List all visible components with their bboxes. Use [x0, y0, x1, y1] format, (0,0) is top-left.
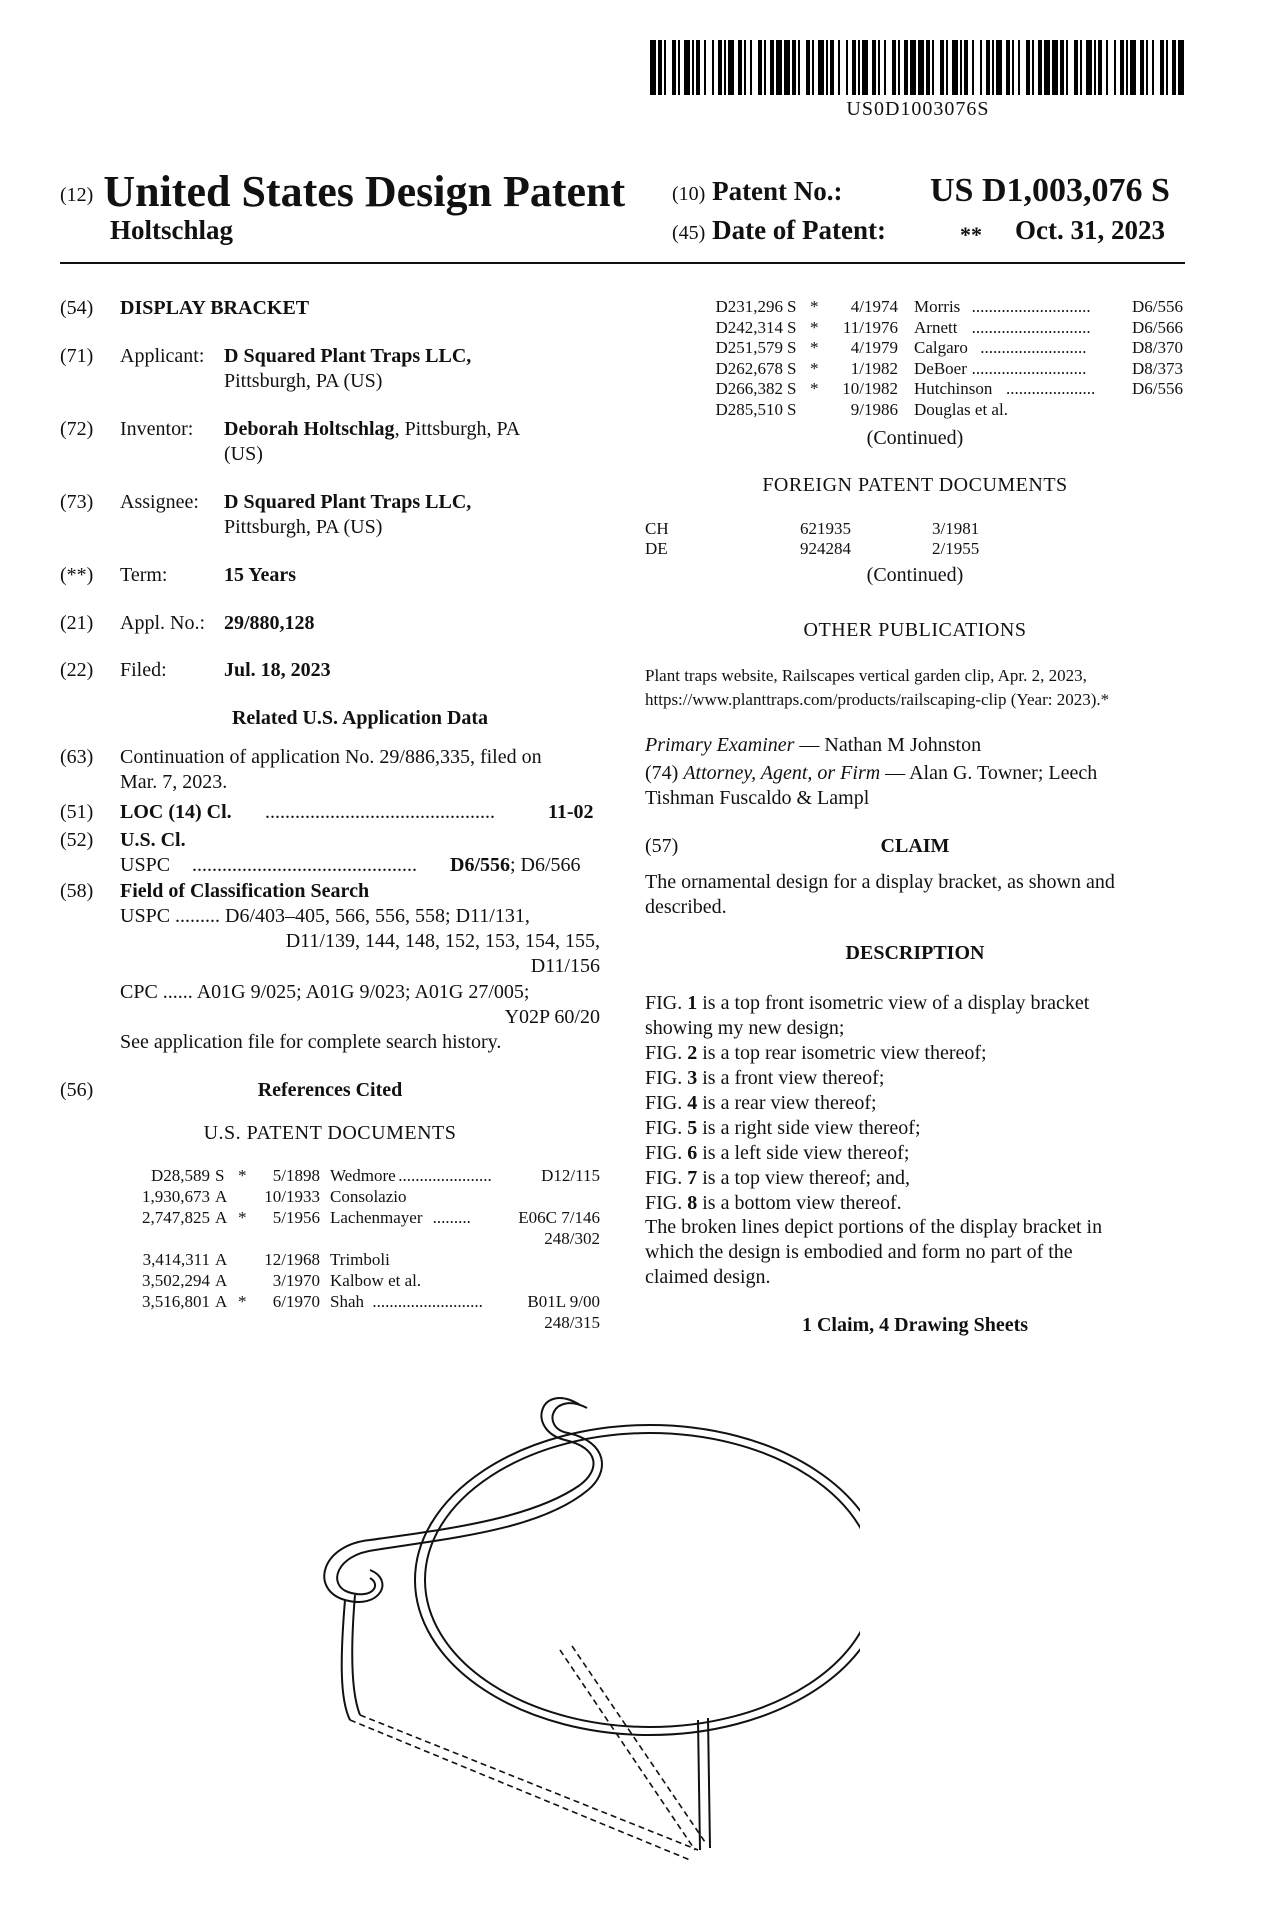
- barcode-bar: [1106, 40, 1108, 95]
- figure-description-line: [645, 1166, 910, 1191]
- broken-lines-1: The broken lines depict portions of the display bracket in: [645, 1216, 1103, 1238]
- claim-line-2: described.: [645, 896, 727, 918]
- desc-fig-number: 7: [687, 1167, 698, 1189]
- desc-prefix: FIG.: [645, 1167, 688, 1189]
- barcode-bar: [792, 40, 796, 95]
- desc-fig-number: 4: [687, 1092, 698, 1114]
- refs-heading: References Cited: [257, 1079, 403, 1101]
- barcode-number: US0D1003076S: [846, 98, 990, 120]
- ref-kind: A: [215, 1292, 228, 1311]
- barcode-bar: [750, 40, 752, 95]
- ref-date: 4/1979: [850, 338, 898, 357]
- desc-fig-number: 5: [687, 1117, 698, 1139]
- inid-63: (63): [60, 746, 94, 768]
- barcode-bar: [1098, 40, 1102, 95]
- barcode-bar: [960, 40, 962, 95]
- barcode-bar: [692, 40, 694, 95]
- ref-date: 4/1974: [850, 297, 898, 316]
- desc-prefix: FIG.: [645, 1092, 688, 1114]
- barcode-bar: [1126, 40, 1128, 95]
- loc-dots: ..............................................: [265, 801, 495, 823]
- ref-number: 2,747,825: [142, 1208, 210, 1227]
- ref-number: D28,589: [150, 1166, 210, 1185]
- attorney-names: — Alan G. Towner; Leech: [880, 762, 1098, 784]
- ref-kind: S: [787, 399, 797, 419]
- ref-kind: A: [215, 1271, 228, 1290]
- loc-label: LOC (14) Cl.: [120, 801, 232, 823]
- examiner-name: — Nathan M Johnston: [794, 734, 982, 756]
- ref-name: Shah: [330, 1292, 364, 1311]
- design-title: DISPLAY BRACKET: [120, 297, 310, 319]
- term-value: 15 Years: [224, 564, 297, 586]
- desc-text: is a bottom view thereof.: [697, 1192, 902, 1214]
- desc-fig-number: 3: [687, 1067, 698, 1089]
- ref-name: Trimboli: [330, 1250, 390, 1269]
- inid-54: (54): [60, 297, 94, 319]
- barcode-bar: [972, 40, 974, 95]
- inventor-line: [224, 417, 520, 442]
- figure-description-line: [645, 1191, 902, 1216]
- barcode-bar: [918, 40, 924, 95]
- continuation-line-2: Mar. 7, 2023.: [120, 771, 228, 793]
- desc-text: is a top view thereof; and,: [697, 1167, 910, 1189]
- barcode-bar: [926, 40, 930, 95]
- barcode-bar: [964, 40, 968, 95]
- ref-kind: S: [787, 358, 797, 378]
- primary-examiner: [645, 733, 981, 758]
- applicant-city: Pittsburgh, PA (US): [224, 370, 383, 392]
- claim-line-1: The ornamental design for a display bracket, as shown and: [645, 871, 1115, 893]
- ref-kind: A: [215, 1208, 228, 1227]
- inid-51: (51): [60, 801, 94, 823]
- assignee-city: Pittsburgh, PA (US): [224, 516, 383, 538]
- barcode-bar: [1032, 40, 1034, 95]
- barcode-bar: [724, 40, 726, 95]
- barcode-bar: [658, 40, 662, 95]
- inid-52: (52): [60, 829, 94, 851]
- barcode-bar: [1026, 40, 1030, 95]
- related-heading: Related U.S. Application Data: [231, 707, 489, 729]
- desc-prefix: FIG.: [645, 1067, 688, 1089]
- ref-dots: ...........................: [971, 358, 1087, 378]
- barcode-bar: [678, 40, 680, 95]
- ref-class: D8/370: [1132, 338, 1183, 357]
- continuation-line-1: Continuation of application No. 29/886,335, filed on: [120, 746, 542, 768]
- ref-name: Lachenmayer: [330, 1208, 423, 1227]
- desc-text: is a left side view thereof;: [697, 1142, 910, 1164]
- term-label: Term:: [120, 564, 168, 586]
- ref-dots: .....................: [1006, 379, 1096, 398]
- ref-class: D8/373: [1132, 358, 1183, 378]
- barcode-bar: [1074, 40, 1078, 95]
- inid-21: (21): [60, 612, 94, 634]
- barcode-bar: [770, 40, 774, 95]
- ref-number: D266,382: [715, 379, 783, 398]
- barcode-bar: [878, 40, 880, 95]
- ref-kind: S: [787, 317, 797, 337]
- ref-dots: ..........................: [372, 1292, 483, 1311]
- field-uspc-line-1: USPC ......... D6/403–405, 566, 556, 558; D11/131,: [120, 905, 530, 927]
- assignee-name: D Squared Plant Traps LLC,: [224, 491, 472, 513]
- ref-dots: .........................: [980, 338, 1087, 357]
- uspc-values: [450, 853, 581, 878]
- barcode-bar: [744, 40, 746, 95]
- broken-lines-2: which the design is embodied and form no part of the: [645, 1241, 1073, 1263]
- barcode-bar: [1146, 40, 1148, 95]
- ref-date: 9/1986: [850, 399, 898, 419]
- barcode-bar: [952, 40, 958, 95]
- inid-22: (22): [60, 659, 94, 681]
- desc-prefix: FIG.: [645, 1142, 688, 1164]
- ref-date: 12/1968: [264, 1250, 320, 1269]
- foreign-country: CH: [645, 519, 669, 538]
- desc-prefix: FIG.: [645, 1117, 688, 1139]
- desc-text: is a top front isometric view of a display bracket: [697, 992, 1090, 1014]
- patent-number: US D1,003,076 S: [930, 172, 1170, 209]
- inventor-city: , Pittsburgh, PA: [394, 418, 521, 440]
- ref-kind: S: [215, 1166, 225, 1185]
- barcode-bar: [1152, 40, 1154, 95]
- barcode-bar: [858, 40, 860, 95]
- ref-dots: ......................: [398, 1166, 492, 1185]
- desc-text: is a top rear isometric view thereof;: [697, 1042, 987, 1064]
- foreign-number: 621935: [800, 519, 851, 538]
- foreign-heading: FOREIGN PATENT DOCUMENTS: [762, 474, 1068, 496]
- inid-73: (73): [60, 491, 94, 513]
- ref-name: DeBoer: [914, 358, 967, 378]
- barcode-bar: [884, 40, 886, 95]
- barcode-bar: [838, 40, 840, 95]
- term-extension-mark: **: [960, 222, 982, 247]
- ref-number: D262,678: [715, 358, 783, 378]
- ref-number: 1,930,673: [142, 1187, 210, 1206]
- desc-text: is a right side view thereof;: [697, 1117, 921, 1139]
- ref-class: D6/566: [1132, 317, 1183, 337]
- ref-number: 3,502,294: [142, 1271, 210, 1290]
- appl-no-label: Appl. No.:: [120, 612, 205, 634]
- inid-code-10: (10): [672, 183, 706, 205]
- barcode-bar: [1120, 40, 1124, 95]
- barcode-bar: [910, 40, 916, 95]
- examiner-label: Primary Examiner: [645, 734, 795, 756]
- barcode-bar: [1114, 40, 1116, 95]
- barcode-bar: [728, 40, 734, 95]
- field-search-label: Field of Classification Search: [120, 880, 370, 902]
- uspc-rest: ; D6/566: [510, 854, 581, 876]
- us-cl-label: U.S. Cl.: [120, 829, 186, 851]
- inid-58: (58): [60, 880, 94, 902]
- inid-56: (56): [60, 1079, 94, 1101]
- barcode-bar: [872, 40, 876, 95]
- ref-dots: .........: [432, 1208, 471, 1227]
- figure-description-line: [645, 1116, 921, 1141]
- barcode-bar: [672, 40, 676, 95]
- inventor-label: Inventor:: [120, 418, 194, 440]
- applicant-label: Applicant:: [120, 345, 205, 367]
- desc-fig-number: 6: [687, 1142, 698, 1164]
- ref-date: 5/1956: [272, 1208, 320, 1227]
- ref-star: *: [238, 1208, 247, 1227]
- barcode-bar: [798, 40, 800, 95]
- ref-star: *: [810, 317, 819, 337]
- ref-star: *: [810, 379, 819, 398]
- display-bracket-drawing: [300, 1370, 860, 1900]
- ref-number: 3,414,311: [142, 1250, 210, 1269]
- other-pub-line-1: Plant traps website, Railscapes vertical garden clip, Apr. 2, 2023,: [645, 666, 1087, 685]
- barcode-bar: [806, 40, 810, 95]
- barcode-bar: [852, 40, 856, 95]
- ref-date: 10/1933: [264, 1187, 320, 1206]
- ref-date: 5/1898: [272, 1166, 320, 1185]
- ref-number: D231,296: [715, 297, 783, 316]
- barcode-bar: [1086, 40, 1092, 95]
- ref-kind: A: [215, 1187, 228, 1206]
- desc-prefix: FIG.: [645, 1192, 688, 1214]
- ref-name: Consolazio: [330, 1187, 407, 1206]
- ref-class: D6/556: [1132, 297, 1183, 316]
- barcode-bar: [718, 40, 722, 95]
- field-uspc-line-3: D11/156: [530, 955, 600, 977]
- ref-dots: ............................: [971, 297, 1091, 316]
- inid-74: (74): [645, 762, 679, 784]
- attorney-line-1: [645, 761, 1097, 786]
- field-cpc-line-1: CPC ...... A01G 9/025; A01G 9/023; A01G 27/005;: [120, 981, 530, 1003]
- title-text: United States Design Patent: [103, 167, 626, 216]
- barcode-bar: [664, 40, 666, 95]
- patent-type-title: [60, 166, 625, 217]
- barcode-bar: [776, 40, 782, 95]
- inid-term: (**): [60, 564, 94, 586]
- foreign-date: 3/1981: [932, 519, 980, 538]
- ref-class: E06C 7/146: [518, 1208, 600, 1227]
- barcode-bar: [758, 40, 762, 95]
- barcode-bar: [1018, 40, 1020, 95]
- barcode-bar: [1130, 40, 1136, 95]
- barcode-bar: [932, 40, 934, 95]
- figure-description-line: [645, 991, 1089, 1016]
- desc-fig-number: 8: [687, 1192, 698, 1214]
- barcode-bar: [1080, 40, 1082, 95]
- foreign-country: DE: [645, 539, 668, 558]
- ref-date: 3/1970: [272, 1271, 320, 1290]
- figure-description-line: [645, 1041, 987, 1066]
- inventor-name: Deborah Holtschlag: [224, 418, 395, 440]
- barcode-bar: [898, 40, 900, 95]
- field-cpc-line-2: Y02P 60/20: [504, 1006, 600, 1028]
- uspc-label: USPC: [120, 854, 171, 876]
- barcode-bar: [1140, 40, 1144, 95]
- ref-number: D242,314: [715, 317, 783, 337]
- ref-class: D6/556: [1132, 379, 1183, 398]
- barcode-bar: [704, 40, 706, 95]
- barcode-bar: [1038, 40, 1042, 95]
- date-of-patent-label: [672, 215, 886, 246]
- barcode-bar: [1066, 40, 1068, 95]
- patent-number-label: [672, 176, 843, 207]
- loc-value: 11-02: [548, 801, 594, 823]
- other-pub-line-2: https://www.planttraps.com/products/railscaping-clip (Year: 2023).*: [645, 690, 1110, 709]
- barcode-bar: [830, 40, 834, 95]
- header-rule: [60, 262, 1185, 264]
- barcode-bar: [784, 40, 790, 95]
- date-label-text: Date of Patent:: [712, 215, 887, 245]
- barcode-bar: [986, 40, 990, 95]
- field-see-note: See application file for complete search history.: [120, 1031, 502, 1053]
- ref-dots: ............................: [971, 317, 1091, 337]
- field-uspc-line-2: D11/139, 144, 148, 152, 153, 154, 155,: [285, 930, 600, 952]
- ref-star: *: [238, 1166, 247, 1185]
- barcode-bar: [826, 40, 828, 95]
- barcode-bar: [812, 40, 814, 95]
- ref-number: 3,516,801: [142, 1292, 210, 1311]
- continued-foreign: (Continued): [866, 564, 964, 586]
- desc-fig-number: 2: [687, 1042, 698, 1064]
- barcode-bar: [996, 40, 1002, 95]
- ref-class-2: 248/315: [544, 1313, 600, 1332]
- desc-prefix: FIG.: [645, 992, 688, 1014]
- uspc-main: D6/556: [450, 854, 510, 876]
- claims-sheets: 1 Claim, 4 Drawing Sheets: [801, 1314, 1029, 1336]
- inid-72: (72): [60, 418, 94, 440]
- filed-date: Jul. 18, 2023: [224, 659, 331, 681]
- attorney-label: Attorney, Agent, or Firm: [683, 762, 881, 784]
- barcode-bar: [940, 40, 944, 95]
- barcode-bar: [650, 40, 656, 95]
- inventor-surname: Holtschlag: [110, 215, 234, 245]
- foreign-date: 2/1955: [932, 539, 980, 558]
- inid-code-45: (45): [672, 222, 706, 244]
- ref-name: Calgaro: [914, 338, 968, 357]
- ref-kind: S: [787, 379, 797, 398]
- ref-kind: A: [215, 1250, 228, 1269]
- barcode-bar: [992, 40, 994, 95]
- inid-57: (57): [645, 835, 679, 857]
- figure-description-line: [645, 1016, 844, 1041]
- barcode-bar: [1160, 40, 1164, 95]
- barcode: [650, 40, 1186, 95]
- figure-description-line: [645, 1141, 909, 1166]
- barcode-bar: [1172, 40, 1176, 95]
- barcode-bar: [1044, 40, 1050, 95]
- appl-no: 29/880,128: [224, 612, 315, 634]
- barcode-bar: [946, 40, 948, 95]
- assignee-label: Assignee:: [120, 491, 199, 513]
- desc-text: is a rear view thereof;: [697, 1092, 877, 1114]
- ref-name: Arnett: [914, 317, 958, 337]
- barcode-bar: [684, 40, 690, 95]
- ref-date: 11/1976: [842, 317, 898, 337]
- desc-fig-number: 1: [687, 992, 698, 1014]
- ref-class-2: 248/302: [544, 1229, 600, 1248]
- claim-heading: CLAIM: [880, 835, 950, 857]
- desc-prefix: FIG.: [645, 1042, 688, 1064]
- ref-name: Hutchinson: [914, 379, 993, 398]
- description-heading: DESCRIPTION: [845, 942, 985, 964]
- barcode-bar: [1178, 40, 1184, 95]
- other-pubs-heading: OTHER PUBLICATIONS: [803, 619, 1027, 641]
- ref-date: 6/1970: [272, 1292, 320, 1311]
- ref-name: Morris: [914, 297, 961, 316]
- barcode-bar: [892, 40, 896, 95]
- inid-71: (71): [60, 345, 94, 367]
- barcode-bar: [862, 40, 868, 95]
- inid-code-12: (12): [60, 184, 94, 207]
- date-of-patent: Oct. 31, 2023: [1015, 215, 1165, 245]
- desc-text: is a front view thereof;: [697, 1067, 885, 1089]
- barcode-bar: [1060, 40, 1064, 95]
- patent-no-label-text: Patent No.:: [712, 176, 843, 206]
- ref-star: *: [810, 358, 819, 378]
- continued-us: (Continued): [866, 427, 964, 449]
- ref-kind: S: [787, 297, 797, 316]
- filed-label: Filed:: [120, 659, 167, 681]
- broken-lines-3: claimed design.: [645, 1266, 771, 1288]
- barcode-bar: [904, 40, 908, 95]
- barcode-bar: [712, 40, 714, 95]
- ref-date: 1/1982: [850, 358, 898, 378]
- ref-star: *: [810, 338, 819, 357]
- ref-name: Kalbow et al.: [330, 1271, 422, 1290]
- barcode-bar: [696, 40, 700, 95]
- us-docs-heading: U.S. PATENT DOCUMENTS: [203, 1122, 457, 1144]
- ref-number: D285,510: [715, 399, 783, 419]
- barcode-bar: [1006, 40, 1010, 95]
- barcode-bar: [818, 40, 824, 95]
- barcode-bar: [1094, 40, 1096, 95]
- applicant-name: D Squared Plant Traps LLC,: [224, 345, 472, 367]
- barcode-bar: [846, 40, 848, 95]
- figure-description-line: [645, 1091, 877, 1116]
- ref-date: 10/1982: [842, 379, 898, 398]
- attorney-line-2: Tishman Fuscaldo & Lampl: [645, 787, 870, 809]
- ref-name: Douglas et al.: [914, 399, 1008, 419]
- barcode-bar: [1052, 40, 1058, 95]
- ref-star: *: [810, 297, 819, 316]
- ref-star: *: [238, 1292, 247, 1311]
- figure-description-line: [645, 1066, 884, 1091]
- inventor-country: (US): [224, 443, 263, 465]
- ref-class: B01L 9/00: [527, 1292, 600, 1311]
- ref-name: Wedmore: [330, 1166, 396, 1185]
- barcode-bar: [738, 40, 742, 95]
- barcode-bar: [980, 40, 982, 95]
- ref-kind: S: [787, 338, 797, 357]
- barcode-bar: [1012, 40, 1014, 95]
- uspc-dots: .............................................: [192, 854, 417, 876]
- barcode-bar: [1166, 40, 1168, 95]
- foreign-number: 924284: [800, 539, 851, 558]
- barcode-bar: [764, 40, 766, 95]
- ref-number: D251,579: [715, 338, 783, 357]
- desc-prefix: showing my new design;: [645, 1017, 845, 1039]
- ref-class: D12/115: [541, 1166, 600, 1185]
